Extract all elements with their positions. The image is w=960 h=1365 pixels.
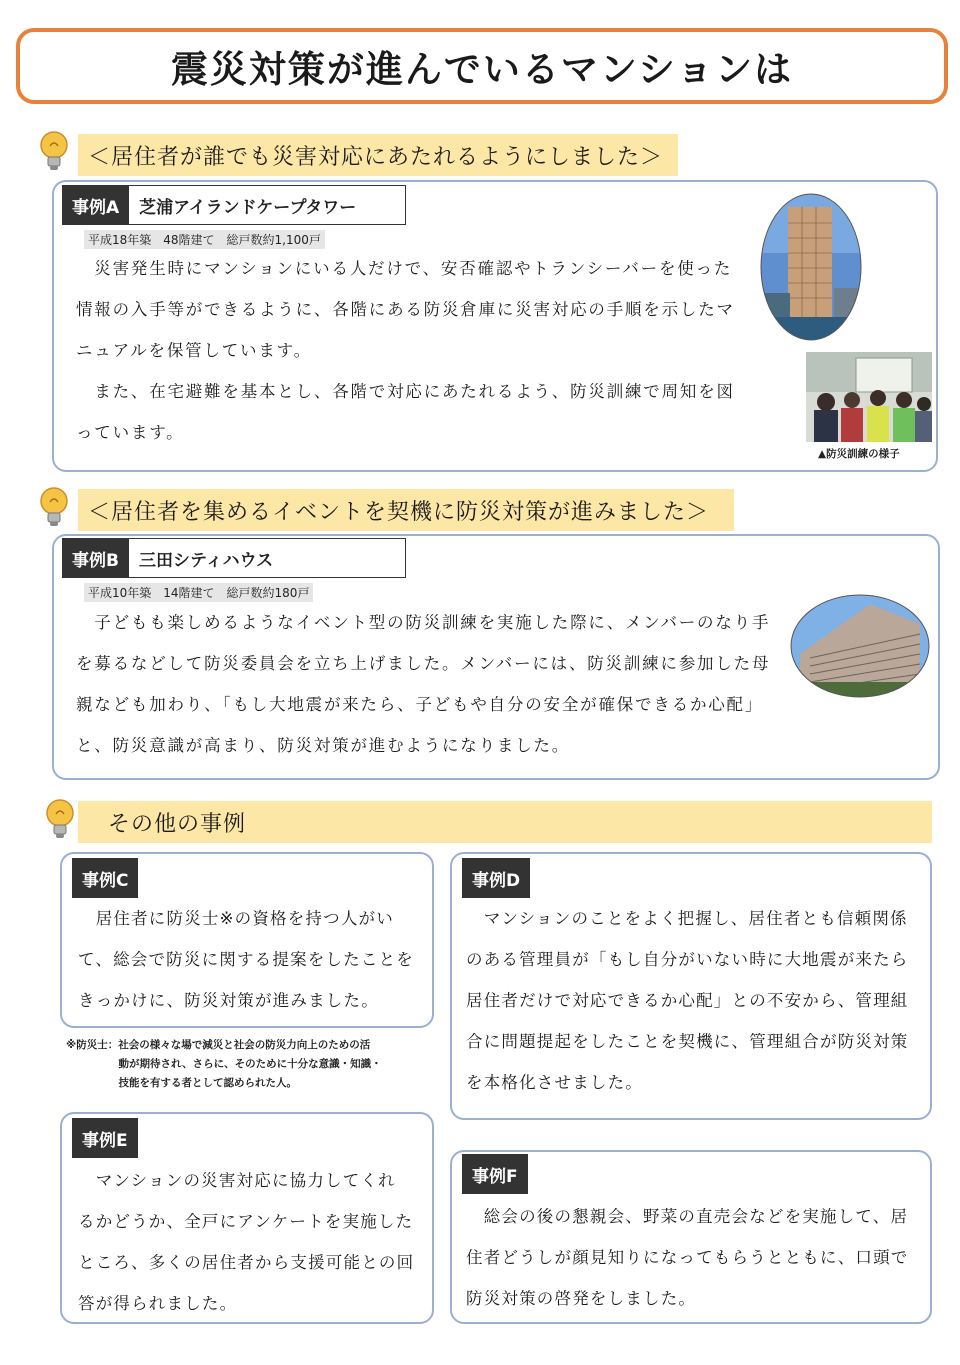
case-c-line: て、総会で防災に関する提案をしたことを [78,950,414,969]
drill-caption: ▲防災訓練の様子 [818,448,900,460]
case-e-body [78,1160,438,1324]
note-line: ※防災士：社会の様々な場で減災と社会の防災力向上のための活 [66,1039,371,1051]
case-c-body [78,898,438,1021]
case-f-line: 住者どうしが顔見知りになってもらうとともに、口頭で [466,1248,909,1267]
case-e-tag: 事例E [72,1118,138,1158]
case-d-tag: 事例D [462,858,530,898]
case-f-line: 防災対策の啓発をしました。 [466,1289,697,1308]
case-b-line: を募るなどして防災委員会を立ち上げました。メンバーには、防災訓練に参加した母 [76,654,771,673]
lightbulb-icon [38,486,70,528]
case-a-label [62,185,406,225]
note-line: 技能を有する者として認められた人。 [66,1077,297,1089]
lightbulb-icon [38,130,70,172]
case-d-line: 居住者だけで対応できるか心配」との不安から、管理組 [466,991,909,1010]
case-d-body [466,898,936,1103]
section-header-3: その他の事例 [78,801,932,843]
case-e-line: るかどうか、全戸にアンケートを実施した [78,1212,414,1231]
case-b-line: と、防災意識が高まり、防災対策が進むようになりました。 [76,736,571,755]
case-f-body [466,1196,936,1319]
case-c-line: きっかけに、防災対策が進みました。 [78,991,379,1010]
case-e-line: ところ、多くの居住者から支援可能との回 [78,1253,415,1272]
case-e-line: 答が得られました。 [78,1294,238,1313]
case-a-meta: 平成18年築 48階建て 総戸数約1,100戸 [84,230,325,249]
case-f-tag: 事例F [462,1154,528,1194]
case-e-line: マンションの災害対応に協力してくれ [78,1171,396,1190]
section-header-1: ＜居住者が誰でも災害対応にあたれるようにしました＞ [78,134,678,176]
case-b-name: 三田シティハウス [129,538,406,578]
case-b-line: 親なども加わり、「もし大地震が来たら、子どもや自分の安全が確保できるか心配」 [76,695,764,714]
case-a-line: 災害発生時にマンションにいる人だけで、安否確認やトランシーバーを使った [76,259,733,278]
case-d-line: 合に問題提起をしたことを契機に、管理組合が防災対策 [466,1032,909,1051]
case-a-tag: 事例A [62,185,129,225]
tower-photo [760,193,862,341]
case-a-line: 情報の入手等ができるように、各階にある防災倉庫に災害対応の手順を示したマ [76,300,735,319]
drill-photo [806,352,932,442]
case-b-meta: 平成10年築 14階建て 総戸数約180戸 [84,583,313,602]
title-box [16,28,948,104]
case-b-body [76,602,796,766]
case-c-tag: 事例C [72,858,138,898]
case-f-line: 総会の後の懇親会、野菜の直売会などを実施して、居 [466,1207,909,1226]
case-a-line: っています。 [76,423,185,442]
case-b-line: 子どもも楽しめるようなイベント型の防災訓練を実施した際に、メンバーのなり手 [76,613,771,632]
page-title: 震災対策が進んでいるマンションは [170,48,794,91]
note-line: 動が期待され、さらに、そのために十分な意識・知識・ [66,1058,382,1070]
building-photo [790,594,930,698]
case-c-line: 居住者に防災士※の資格を持つ人がい [78,909,394,928]
case-d-line: を本格化させました。 [466,1073,643,1092]
case-d-line: のある管理員が「もし自分がいない時に大地震が来たら [466,950,909,969]
bousaishi-note [66,1036,436,1093]
case-a-line: また、在宅避難を基本とし、各階で対応にあたれるよう、防災訓練で周知を図 [76,382,735,401]
case-b-label [62,538,406,578]
section-header-2: ＜居住者を集めるイベントを契機に防災対策が進みました＞ [78,489,734,531]
case-d-line: マンションのことをよく把握し、居住者とも信頼関係 [466,909,908,928]
case-a-body [76,248,756,453]
case-b-tag: 事例B [62,538,129,578]
lightbulb-icon [44,798,76,840]
case-a-line: ニュアルを保管しています。 [76,341,312,360]
case-a-name: 芝浦アイランドケープタワー [129,185,406,225]
